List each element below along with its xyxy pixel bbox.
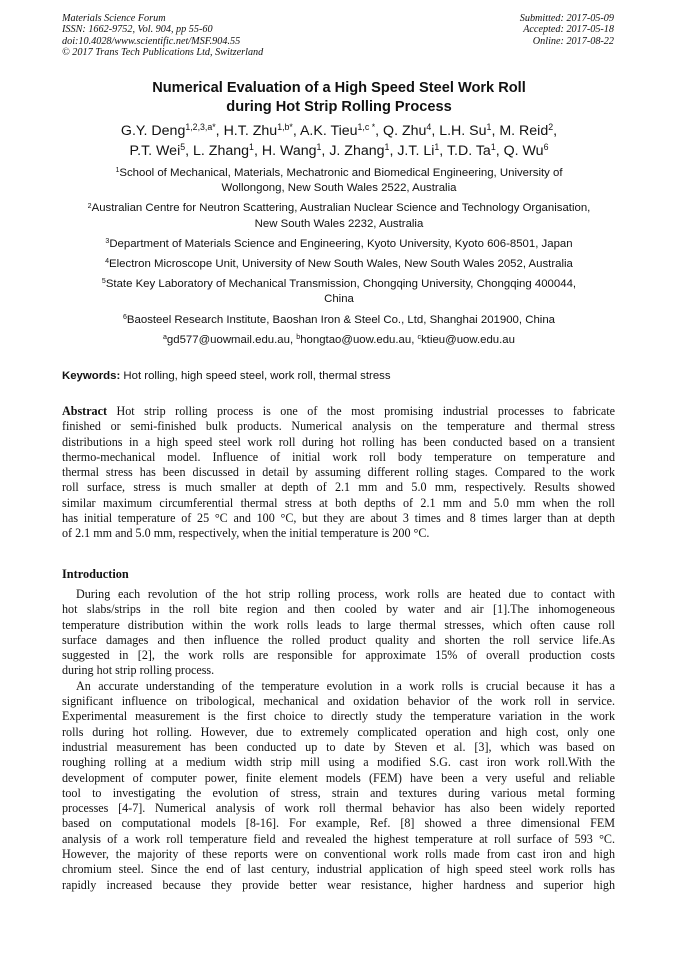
intro-line: rapidly increased because they provide better wear resistance, higher hardness and superior high bbox=[62, 877, 615, 892]
keywords-text: Hot rolling, high speed steel, work roll, thermal stress bbox=[120, 370, 391, 382]
email-link[interactable]: $^c$ktieu@uow.edu.au bbox=[417, 333, 515, 346]
section-heading: Introduction bbox=[62, 567, 129, 581]
online-date: Online: 2017-08-22 bbox=[532, 35, 614, 47]
author-row-1: G.Y. Deng$^{1,2,3,a*}$, H.T. Zhu$^{1,b*}$, A.K. Tieu$^{1,c *}$, Q. Zhu$^4$, L.H. Su$^1$, M. Reid$^2$, bbox=[120, 122, 558, 139]
author-emails bbox=[40, 333, 638, 348]
intro-line: However, the majority of these reports were on conventional work rolls made from cast iron and high bbox=[62, 847, 615, 862]
author: H. Wang$^1$ bbox=[261, 141, 322, 159]
abstract-label: Abstract bbox=[62, 404, 108, 418]
intro-line: hot slabs/strips in the roll bite region and then cooled by water and air [1].The inhomogeneous bbox=[62, 602, 615, 617]
author: M. Reid$^2$ bbox=[499, 122, 554, 139]
affiliation-5: $^5$State Key Laboratory of Mechanical Transmission, Chongqing University, Chongqing 400044, China bbox=[101, 278, 577, 306]
author: J.T. Li$^1$ bbox=[397, 141, 440, 159]
intro-line: Experimental measurement is the first choice to directly study the temperature variation in the work bbox=[62, 709, 615, 724]
submission-dates bbox=[520, 13, 614, 47]
author: P.T. Wei$^5$ bbox=[129, 141, 186, 159]
abstract-line: finished or semi-finished bulk products. Numerical analysis on the temperature and thermal stress bbox=[62, 419, 615, 434]
intro-line: based on computational models [8-16]. For example, Ref. [8] showed a three dimensional FEM bbox=[62, 816, 615, 831]
email-link[interactable]: $^b$hongtao@uow.edu.au, bbox=[296, 333, 418, 346]
intro-line: significant influence on tribological, mechanical and oxidation behavior of the work roll in service. bbox=[62, 694, 615, 709]
intro-line: chromium steel. Since the end of last century, industrial application of high speed steel work rolls has bbox=[62, 862, 615, 877]
accepted-date: Accepted: 2017-05-18 bbox=[523, 24, 614, 36]
paper-title bbox=[40, 79, 638, 116]
abstract-line: similar maximum circumferential thermal stress at both depths of 2.1 mm and 5.0 mm when the roll bbox=[62, 495, 615, 510]
author-list bbox=[40, 122, 638, 161]
intro-line: During each revolution of the hot strip rolling process, work rolls are heated due to contact with bbox=[76, 587, 615, 601]
affiliation-1: $^1$School of Mechanical, Materials, Mechatronic and Biomedical Engineering, University of Wollongong, New South Wales 2522, Australia bbox=[115, 167, 563, 195]
keywords bbox=[62, 369, 391, 383]
intro-line: roughing rolling at a medium width strip mill using a modified S.G. cast iron work roll.With the bbox=[62, 755, 615, 770]
affiliation-2: $^2$Australian Centre for Neutron Scattering, Australian Nuclear Science and Technology Organisation, New South Wales 2232, Australia bbox=[87, 202, 591, 230]
author: L.H. Su$^1$ bbox=[439, 122, 492, 139]
submitted-date: Submitted: 2017-05-09 bbox=[519, 13, 614, 24]
author: Q. Zhu$^4$ bbox=[383, 122, 432, 139]
keywords-label: Keywords: bbox=[62, 370, 121, 382]
intro-line: development of computer power, finite element models (FEM) have been a very useful and reliable bbox=[62, 770, 615, 785]
affiliations bbox=[40, 166, 638, 353]
affiliation-6: $^6$Baosteel Research Institute, Baoshan Iron & Steel Co., Ltd, Shanghai 201900, China bbox=[123, 313, 555, 326]
abstract-line: thermal stress has been discussed in detail by assuming different rolling stages. Compared to the work bbox=[62, 465, 615, 480]
intro-line: during hot strip rolling process. bbox=[62, 663, 215, 678]
intro-line: analysis of a work roll temperature field and revealed the highest temperature at roll surface of 593 °C. bbox=[62, 831, 615, 846]
intro-line: suggested in [2], the work rolls are responsible for approximate 15% of overall production costs bbox=[62, 648, 615, 663]
intro-line: surface damages and then influence the rolled product quality and shorten the roll service life.As bbox=[62, 632, 615, 647]
copyright-line: © 2017 Trans Tech Publications Ltd, Switzerland bbox=[62, 47, 264, 59]
abstract-line: of 2.1 mm and 5.0 mm, respectively, when the initial temperature is 200 °C. bbox=[62, 526, 430, 541]
intro-line: rolls during hot rolling. However, due to extremely complicated operation and high cost, only one bbox=[62, 724, 615, 739]
intro-line: temperature distribution within the work rolls leads to large thermal stresses, which often cause roll bbox=[62, 617, 615, 632]
author-row-2: P.T. Wei$^5$, L. Zhang$^1$, H. Wang$^1$, J. Zhang$^1$, J.T. Li$^1$, T.D. Ta$^1$, Q. Wu$^6$ bbox=[129, 141, 549, 159]
author: J. Zhang$^1$ bbox=[329, 141, 390, 159]
title-line: during Hot Strip Rolling Process bbox=[226, 98, 452, 115]
affiliation-4: $^4$Electron Microscope Unit, University of New South Wales, New South Wales 2052, Australia bbox=[105, 258, 573, 271]
journal-info bbox=[62, 13, 263, 59]
author: A.K. Tieu$^{1,c *}$ bbox=[299, 122, 376, 139]
abstract bbox=[62, 404, 615, 542]
author: G.Y. Deng$^{1,2,3,a*}$ bbox=[120, 122, 216, 139]
author: H.T. Zhu$^{1,b*}$ bbox=[223, 122, 293, 139]
introduction-body bbox=[62, 587, 615, 893]
affiliation-3: $^3$Department of Materials Science and Engineering, Kyoto University, Kyoto 606-8501, Japan bbox=[105, 237, 573, 250]
abstract-line: thermo-mechanical model. Influence of initial work roll body temperature on temperature and bbox=[62, 449, 615, 464]
intro-line: An accurate understanding of the temperature evolution in a work rolls is crucial because it has a bbox=[76, 678, 615, 693]
abstract-line: Abstract Hot strip rolling process is one of the most promising industrial processes to fabricate bbox=[62, 404, 615, 418]
intro-line: industrial measurement has been conducted up to date by Steven et al. [3], which was based on bbox=[62, 739, 615, 754]
doi-line: doi:10.4028/www.scientific.net/MSF.904.55 bbox=[62, 35, 241, 47]
title-line: Numerical Evaluation of a High Speed Steel Work Roll bbox=[152, 80, 526, 96]
intro-line: tool to investigating the evolution of stress, strain and textures during various metal forming bbox=[62, 785, 615, 800]
abstract-line: has initial temperature of 25 °C and 100 °C, but they are about 3 times and 8 times larger than at depth bbox=[62, 511, 615, 526]
journal-name: Materials Science Forum bbox=[62, 13, 166, 24]
abstract-line: roll surface, stress is much smaller at depth of 2.1 mm and 5.0 mm, respectively. Results showed bbox=[62, 480, 615, 495]
abstract-line: distributions in a high speed steel work roll during hot rolling has been conducted based on a transient bbox=[62, 434, 615, 449]
author: T.D. Ta$^1$ bbox=[446, 141, 496, 159]
intro-line: processes [4-7]. Numerical analysis of work roll thermal behavior has also been widely reported bbox=[62, 801, 615, 816]
author: L. Zhang$^1$ bbox=[193, 141, 254, 159]
author: Q. Wu$^6$ bbox=[503, 141, 549, 159]
issn-line: ISSN: 1662-9752, Vol. 904, pp 55-60 bbox=[62, 24, 213, 36]
email-link[interactable]: $^a$gd577@uowmail.edu.au, bbox=[163, 333, 297, 346]
